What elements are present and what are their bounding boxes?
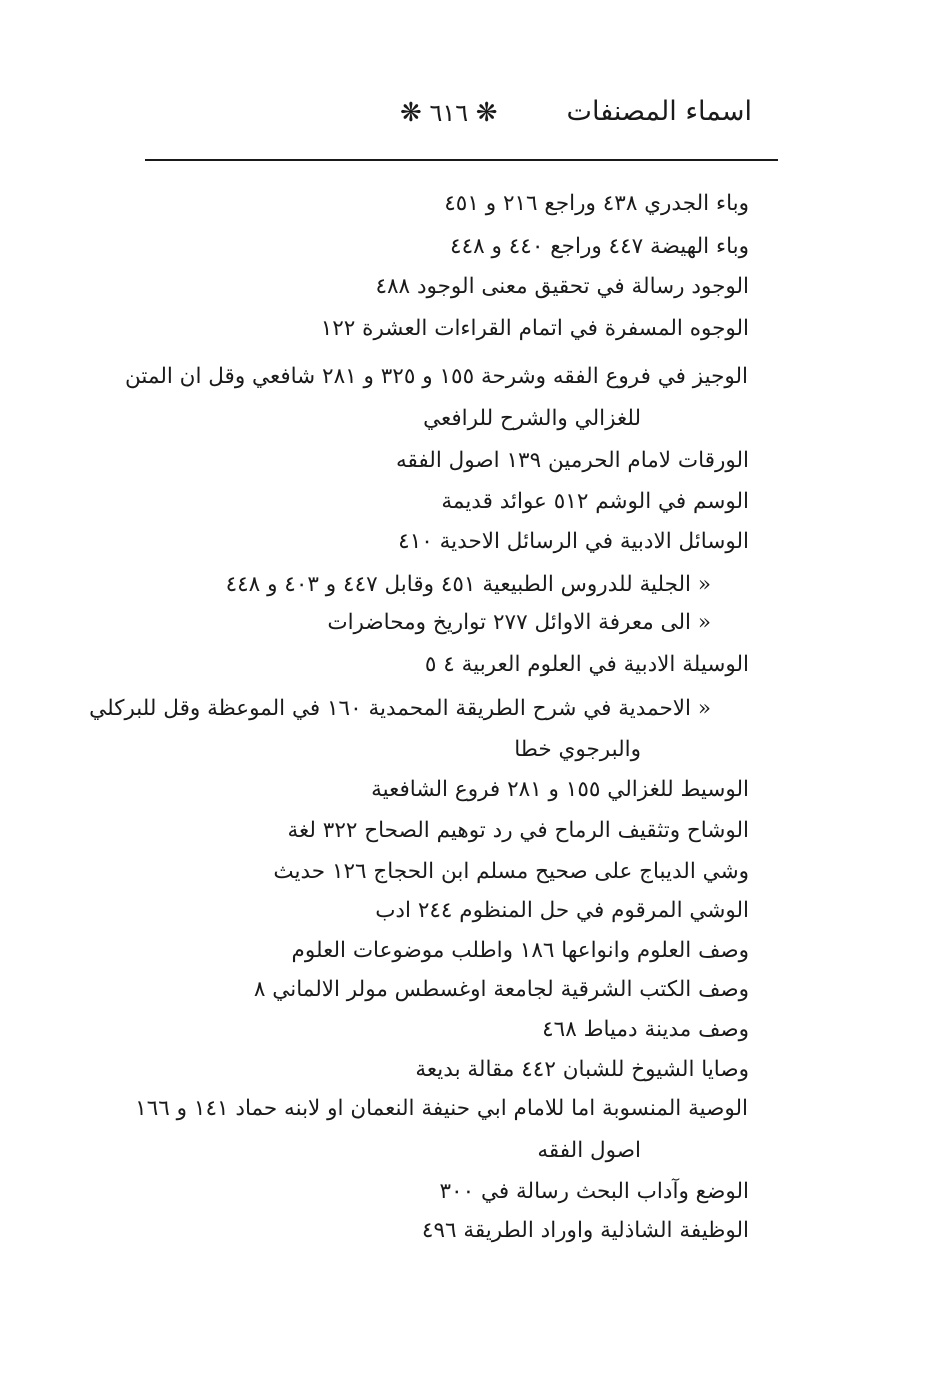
index-subentry: « الاحمدية في شرح الطريقة المحمدية ١٦٠ في الموعظة وقل للبركلي: [89, 696, 711, 721]
index-entry: وباء الهيضة ٤٤٧ وراجع ٤٤٠ و ٤٤٨: [450, 234, 749, 259]
index-entry: الوسم في الوشم ٥١٢ عوائد قديمة: [441, 489, 749, 514]
index-entry: الوجوه المسفرة في اتمام القراءات العشرة ١٢٢: [320, 316, 749, 341]
index-entry: الوسيلة الادبية في العلوم العربية ٤ ٥: [424, 652, 749, 677]
index-entry: وصايا الشيوخ للشبان ٤٤٢ مقالة بديعة: [415, 1057, 749, 1082]
index-entry: الوصية المنسوبة اما للامام ابي حنيفة النعمان او لابنه حماد ١٤١ و ١٦٦: [135, 1096, 748, 1121]
index-entry: الوجيز في فروع الفقه وشرحة ١٥٥ و ٣٢٥ و ٢٨١ شافعي وقل ان المتن: [125, 364, 748, 389]
page-number: ٦١٦: [429, 99, 469, 127]
ornament-icon: ❋: [400, 98, 422, 128]
running-title: اسماء المصنفات: [566, 96, 752, 127]
index-entry: الورقات لامام الحرمين ١٣٩ اصول الفقه: [396, 448, 749, 473]
index-entry: الوشي المرقوم في حل المنظوم ٢٤٤ ادب: [375, 898, 749, 923]
index-entry: وصف مدينة دمياط ٤٦٨: [542, 1017, 749, 1042]
index-entry: وباء الجدري ٤٣٨ وراجع ٢١٦ و ٤٥١: [444, 191, 749, 216]
index-subentry: « الى معرفة الاوائل ٢٧٧ تواريخ ومحاضرات: [327, 610, 711, 635]
index-entry-continuation: والبرجوي خطا: [514, 737, 641, 762]
index-subentry: « الجلية للدروس الطبيعية ٤٥١ وقابل ٤٤٧ و ٤٠٣ و ٤٤٨: [225, 572, 711, 597]
index-entry: الوشاح وتثقيف الرماح في رد توهيم الصحاح ٣٢٢ لغة: [287, 818, 749, 843]
index-entry: الوسائل الادبية في الرسائل الاحدية ٤١٠: [398, 529, 749, 554]
index-entry: وصف الكتب الشرقية لجامعة اوغسطس مولر الالماني ٨: [253, 977, 749, 1002]
index-entry: وشي الديباج على صحيح مسلم ابن الحجاج ١٢٦ حديث: [273, 859, 749, 884]
index-entry: الوجود رسالة في تحقيق معنى الوجود ٤٨٨: [375, 274, 749, 299]
index-entry: الوضع وآداب البحث رسالة في ٣٠٠: [439, 1179, 749, 1204]
index-entry-continuation: اصول الفقه: [537, 1138, 641, 1163]
page-number-group: [400, 98, 498, 128]
index-entry: الوظيفة الشاذلية واوراد الطريقة ٤٩٦: [421, 1218, 749, 1243]
index-entry: الوسيط للغزالي ١٥٥ و ٢٨١ فروع الشافعية: [371, 777, 749, 802]
ornament-icon: ❋: [475, 98, 498, 128]
page-header: [145, 88, 780, 148]
index-entry-continuation: للغزالي والشرح للرافعي: [423, 406, 641, 431]
header-rule: [145, 159, 778, 161]
index-entry: وصف العلوم وانواعها ١٨٦ واطلب موضوعات العلوم: [291, 938, 749, 963]
